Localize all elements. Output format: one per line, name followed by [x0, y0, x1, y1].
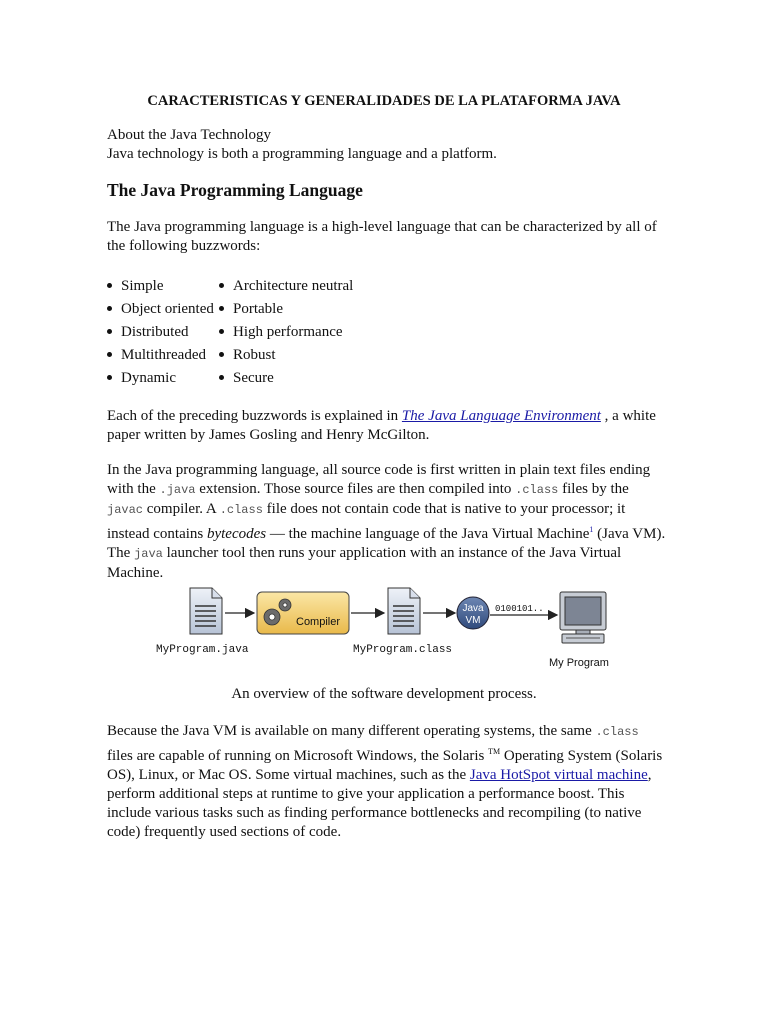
program-label: My Program [549, 657, 609, 669]
code-class-ext: .class [595, 725, 639, 739]
hotspot-vm-link[interactable]: Java HotSpot virtual machine [469, 767, 648, 783]
development-process-diagram [150, 586, 620, 676]
buzzword-item: Distributed [107, 323, 214, 346]
code-class-ext: .class [515, 483, 559, 497]
text: Operating System (Solaris OS), Linux, or Mac OS. Some virtual machines, such as the [107, 748, 663, 783]
language-environment-link[interactable]: The Java Language Environment [401, 408, 601, 424]
about-heading: About the Java Technology [107, 127, 272, 143]
text: files are capable of running on Microsoft Windows, the Solaris [107, 748, 489, 764]
text: Each of the preceding buzzwords is explained in [107, 408, 402, 424]
trademark-mark: TM [488, 747, 501, 756]
bytecodes-term: bytecodes [206, 526, 267, 542]
code-class-ext: .class [219, 503, 263, 517]
footnote-link[interactable]: 1 [589, 525, 594, 534]
text: compiler. A [143, 501, 220, 517]
java-vm-paragraph [107, 722, 667, 842]
compiler-box [257, 592, 349, 634]
text: file does not contain code that is native to your processor; it instead contains [107, 501, 626, 542]
text: — the machine language of the Java Virtual Machine [266, 526, 590, 542]
computer-icon [560, 592, 606, 643]
code-javac: javac [107, 503, 144, 517]
compiler-label: Compiler [296, 616, 341, 628]
text: , perform additional steps at runtime to give your application a performance boost. This include various tasks such as finding performance bottlenecks and recompiling (to native code) frequently used sections of code. [107, 767, 652, 840]
class-file-label: MyProgram.class [353, 644, 453, 656]
buzzword-list-right [219, 277, 353, 392]
vm-label-line1: Java [462, 603, 484, 614]
source-code-paragraph [107, 461, 667, 583]
buzzword-item: Portable [219, 300, 353, 323]
buzzword-item: Multithreaded [107, 346, 214, 369]
text: (Java VM). The [107, 526, 666, 561]
text: In the Java programming language, all source code is first written in plain text files ending with the [107, 462, 651, 497]
about-text: Java technology is both a programming language and a platform. [107, 146, 497, 162]
text: , a white paper written by James Gosling and Henry McGilton. [107, 408, 656, 443]
about-block [107, 126, 497, 164]
buzzword-item: Robust [219, 346, 353, 369]
text: extension. Those source files are then compiled into [195, 481, 516, 497]
intro-paragraph: The Java programming language is a high-level language that can be characterized by all of the following buzzwords: [107, 219, 657, 254]
source-file-icon [190, 588, 222, 634]
source-file-label: MyProgram.java [156, 644, 249, 656]
buzzword-item: Object oriented [107, 300, 214, 323]
text: Because the Java VM is available on many different operating systems, the same [107, 723, 596, 739]
code-java-ext: .java [159, 483, 196, 497]
buzzword-item: Dynamic [107, 369, 214, 392]
java-vm-badge [457, 597, 489, 629]
buzzwords-paragraph [107, 407, 667, 445]
buzzword-item: Simple [107, 277, 214, 300]
buzzword-list-left [107, 277, 214, 392]
vm-label-line2: VM [465, 615, 481, 626]
buzzword-item: Secure [219, 369, 353, 392]
buzzword-item: Architecture neutral [219, 277, 353, 300]
diagram-caption: An overview of the software development process. [231, 686, 537, 702]
text: launcher tool then runs your application with an instance of the Java Virtual Machine. [107, 545, 622, 581]
document-title: CARACTERISTICAS Y GENERALIDADES DE LA PLATAFORMA JAVA [147, 93, 621, 109]
text: files by the [558, 481, 629, 497]
binary-label: 0100101.. [495, 604, 544, 614]
class-file-icon [388, 588, 420, 634]
code-java: java [134, 547, 163, 561]
buzzword-item: High performance [219, 323, 353, 346]
section-heading: The Java Programming Language [107, 180, 363, 200]
